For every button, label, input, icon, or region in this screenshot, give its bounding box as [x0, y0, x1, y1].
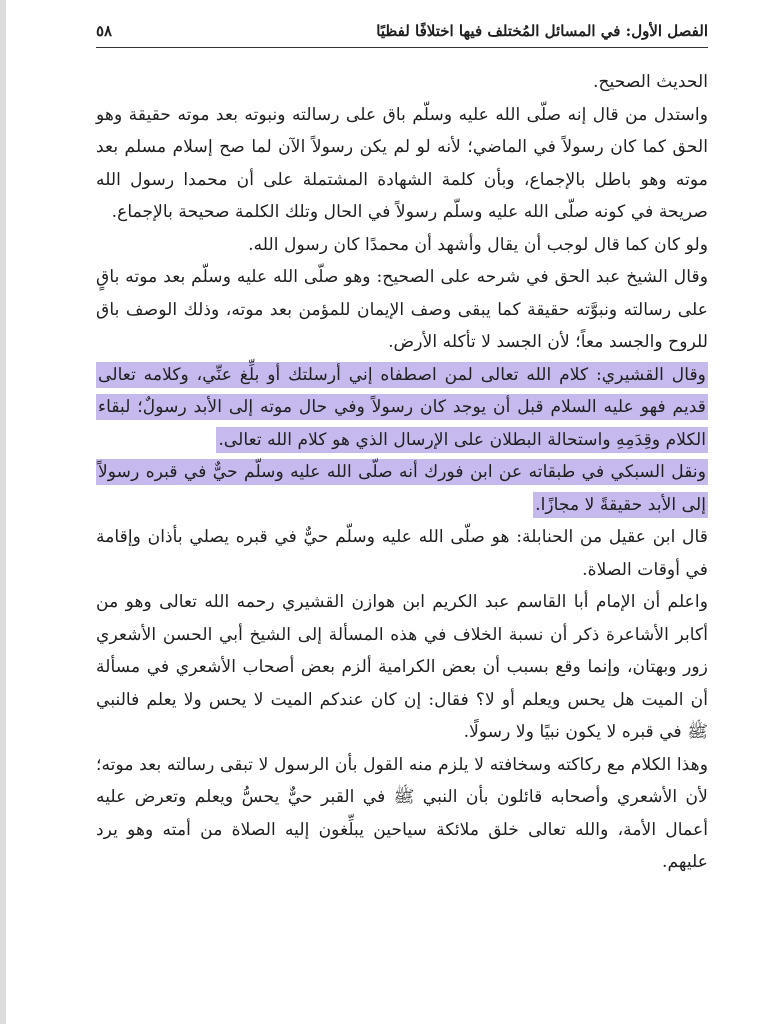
paragraph-6	[96, 456, 708, 521]
paragraph-8: واعلم أن الإمام أبا القاسم عبد الكريم ابن هوازن القشيري رحمه الله تعالى وهو من أكابر الأشاعرة ذكر أن نسبة الخلاف في هذه المسألة إلى الشيخ أبي الحسن الأشعري زور وبهتان، وإنما وقع بسبب أن بعض الكرامية ألزم بعض أصحاب الأشعري في مسألة أن الميت هل يحس ويعلم أو لا؟ فقال: إن كان عندكم الميت لا يحس ولا يعلم فالنبي ﷺ في قبره لا يكون نبيًا ولا رسولًا.	[96, 592, 708, 742]
highlighted-text-subki[interactable]: ونقل السبكي في طبقاته عن ابن فورك أنه صلّى الله عليه وسلّم حيٌّ في قبره رسولاً إلى الأبد حقيقةً لا مجازًا.	[96, 459, 708, 518]
header-rule	[96, 47, 708, 48]
paragraph-2: واستدل من قال إنه صلّى الله عليه وسلّم باق على رسالته ونبوته بعد موته حقيقة وهو الحق كما كان رسولاً في الماضي؛ لأنه لو لم يكن رسولاً الآن لما صح إسلام مسلم بعد موته وهو باطل بالإجماع، وبأن كلمة الشهادة المشتملة على أن محمدا رسول الله صريحة في كونه صلّى الله عليه وسلّم رسولاً في الحال وتلك الكلمة صحيحة بالإجماع.	[96, 104, 708, 222]
running-title: الفصل الأول: في المسائل المُختلف فيها اختلافًا لفظيًا	[376, 22, 708, 40]
book-page	[96, 0, 708, 1024]
paragraph-9: وهذا الكلام مع ركاكته وسخافته لا يلزم منه القول بأن الرسول لا تبقى رسالته بعد موته؛ لأن الأشعري وأصحابه قائلون بأن النبي ﷺ في القبر حيٌّ يحسُّ ويعلم وتعرض عليه أعمال الأمة، والله تعالى خلق ملائكة سياحين يبلِّغون إليه الصلاة من أمته وهو يرد عليهم.	[96, 754, 708, 872]
paragraph-5	[96, 359, 708, 457]
paragraph-3: ولو كان كما قال لوجب أن يقال وأشهد أن محمدًا كان رسول الله.	[248, 234, 708, 255]
page-edge-shadow	[0, 0, 6, 1024]
page-body	[96, 66, 708, 879]
paragraph-1: الحديث الصحيح.	[592, 72, 708, 92]
paragraph-7: قال ابن عقيل من الحنابلة: هو صلّى الله عليه وسلّم حيٌّ في قبره يصلي بأذان وإقامة في أوقات الصلاة.	[96, 527, 708, 580]
paragraph-4: وقال الشيخ عبد الحق في شرحه على الصحيح: وهو صلّى الله عليه وسلّم بعد موته باقٍ على رسالته ونبوَّته حقيقة كما يبقى وصف الإيمان للمؤمن بعد موته، وذلك الوصف باق للروح والجسد معاً؛ لأن الجسد لا تأكله الأرض.	[96, 267, 708, 352]
page-header	[96, 18, 708, 44]
highlighted-text-qushayri[interactable]: وقال القشيري: كلام الله تعالى لمن اصطفاه إني أرسلتك أو بلِّغ عنِّي، وكلامه تعالى قديم فهو عليه السلام قبل أن يوجد كان رسولاً وفي حال موته إلى الأبد رسولٌ؛ لبقاء الكلام وقِدَمِهِ واستحالة البطلان على الإرسال الذي هو كلام الله تعالى.	[96, 362, 708, 453]
page-number: ٥٨	[96, 22, 113, 40]
